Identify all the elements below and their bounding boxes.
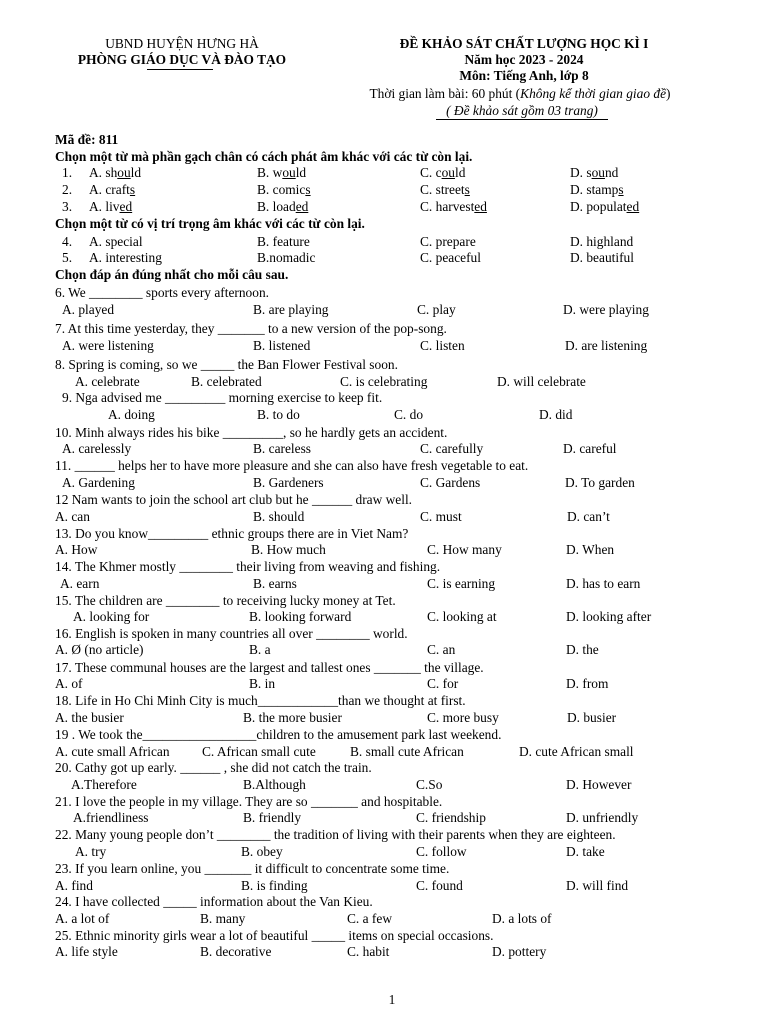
answer-option: C. a few [347,911,392,926]
question-stem: 11. ______ helps her to have more pleasure and she can also have fresh vegetable to eat. [55,458,529,473]
answer-option: A. try [75,844,107,859]
question-stem: 18. Life in Ho Chi Minh City is much____________than we thought at first. [55,693,466,708]
answer-option: D. highland [570,234,634,249]
option-text: A. sh [89,165,118,180]
question-stem: 12 Nam wants to join the school art club but he ______ draw well. [55,492,413,507]
answer-option: C. African small cute [202,744,316,759]
underlined-part: s [305,182,311,197]
department-name: PHÒNG GIÁO DỤC VÀ ĐÀO TẠO [77,52,287,67]
answer-option: A. a lot of [55,911,110,926]
answer-option: C. looking at [427,609,497,624]
pages-note: ( Đề khảo sát gồm 03 trang) [446,103,598,118]
answer-option: C. How many [427,542,502,557]
answer-option: C. for [427,676,459,691]
option-text-end: ld [295,165,307,180]
answer-option: D. When [566,542,615,557]
answer-option: B. decorative [200,944,272,959]
answer-option: D. busier [567,710,617,725]
answer-option: D. beautiful [570,250,634,265]
time-allowed [370,87,671,100]
answer-option: C. is earning [427,576,496,591]
question-stem: 20. Cathy got up early. ______ , she did not catch the train. [55,760,372,775]
answer-option: D. will find [566,878,629,893]
answer-option [257,166,306,179]
answer-option: C. carefully [420,441,484,456]
answer-option: C. follow [416,844,467,859]
question-number: 3. [62,199,73,214]
answer-option: C. an [427,642,456,657]
answer-option: A. the busier [55,710,124,725]
answer-option: A. earn [60,576,100,591]
answer-option: B. friendly [243,810,302,825]
time-prefix: Thời gian làm bài: 60 phút ( [369,86,521,101]
answer-option: B. to do [257,407,300,422]
answer-option: C. prepare [420,234,476,249]
question-stem: 9. Nga advised me _________ morning exercise to keep fit. [62,390,383,405]
answer-option: B. in [249,676,276,691]
answer-option: A. How [55,542,98,557]
question-number: 4. [62,234,73,249]
answer-option: B. careless [253,441,312,456]
answer-option: B. obey [241,844,283,859]
answer-option: C. habit [347,944,390,959]
underlined-part: ou [591,165,605,180]
question-stem: 15. The children are ________ to receiving lucky money at Tet. [55,593,396,608]
question-stem: 21. I love the people in my village. They are so _______ and hospitable. [55,794,443,809]
answer-option: D. will celebrate [497,374,586,389]
answer-option: D. pottery [492,944,547,959]
underlined-part: s [129,182,136,197]
answer-option [89,166,141,179]
answer-option: A. Gardening [62,475,135,490]
answer-option: D. unfriendly [566,810,639,825]
answer-option: C. friendship [416,810,486,825]
option-text: D. stamp [570,182,619,197]
option-text: A. craft [89,182,130,197]
answer-option: B.Although [243,777,306,792]
answer-option: B. small cute African [350,744,464,759]
answer-option [420,200,487,213]
header-left-rule [147,69,213,70]
answer-option: D. the [566,642,599,657]
answer-option: C. peaceful [420,250,481,265]
answer-option [420,183,470,196]
answer-option: A. cute small African [55,744,170,759]
answer-option: B. earns [253,576,297,591]
option-text: B. w [257,165,283,180]
answer-option: D. are listening [565,338,648,353]
answer-option [570,183,624,196]
answer-option: C. play [417,302,456,317]
answer-option [89,200,132,213]
answer-option: C. Gardens [420,475,481,490]
exam-code: Mã đề: 811 [55,132,119,147]
answer-option: A. carelessly [62,441,132,456]
answer-option: D. To garden [565,475,635,490]
question-stem: 19 . We took the_________________children to the amusement park last weekend. [55,727,502,742]
answer-option: B. the more busier [243,710,342,725]
answer-option: B. How much [251,542,326,557]
option-text: C. harvest [420,199,475,214]
answer-option: B. listened [253,338,311,353]
underlined-part: ou [117,165,131,180]
answer-option: A.Therefore [71,777,137,792]
answer-option: B. is finding [241,878,308,893]
answer-option: A.friendliness [73,810,149,825]
option-text: C. c [420,165,442,180]
answer-option: A. doing [108,407,155,422]
answer-option: A. can [55,509,90,524]
answer-option: C. listen [420,338,465,353]
answer-option: C. do [394,407,424,422]
question-stem: 16. English is spoken in many countries all over ________ world. [55,626,408,641]
underlined-part: ed [474,199,487,214]
answer-option [420,166,465,179]
answer-option: C.So [416,777,443,792]
option-text-end: ld [454,165,466,180]
answer-option: B. should [253,509,305,524]
answer-option: B. looking forward [249,609,352,624]
page-number: 1 [388,992,396,1007]
answer-option: D. has to earn [566,576,641,591]
answer-option: D. careful [563,441,617,456]
answer-option: D. take [566,844,605,859]
answer-option: A. were listening [62,338,154,353]
option-text: A. liv [89,199,120,214]
question-number: 5. [62,250,73,265]
answer-option: D. from [566,676,609,691]
answer-option: A. interesting [89,250,162,265]
question-stem: 17. These communal houses are the largest and tallest ones _______ the village. [55,660,484,675]
answer-option: D. did [539,407,573,422]
answer-option: C. found [416,878,463,893]
section1-title: Chọn một từ mà phần gạch chân có cách phát âm khác với các từ còn lại. [55,149,473,164]
answer-option: C. must [420,509,462,524]
answer-option: B. are playing [253,302,329,317]
question-stem: 24. I have collected _____ information about the Van Kieu. [55,894,373,909]
answer-option: B.nomadic [257,250,316,265]
answer-option: A. Ø (no article) [55,642,144,657]
answer-option [570,166,618,179]
answer-option: B. many [200,911,246,926]
answer-option: A. of [55,676,83,691]
answer-option: A. celebrate [75,374,140,389]
question-stem: 6. We ________ sports every afternoon. [55,285,269,300]
option-text: B. comic [257,182,306,197]
answer-option: B. celebrated [191,374,262,389]
underlined-part: ed [626,199,640,214]
answer-option: A. looking for [73,609,150,624]
answer-option: D. a lots of [492,911,552,926]
underlined-part: s [464,182,470,197]
time-suffix: ) [666,86,671,101]
answer-option: C. more busy [427,710,499,725]
underlined-part: ou [282,165,296,180]
section2-title: Chọn một từ có vị trí trọng âm khác với các từ còn lại. [55,216,365,231]
underlined-part: s [618,182,624,197]
answer-option: A. life style [55,944,118,959]
district-name: UBND HUYỆN HƯNG HÀ [105,36,259,51]
subject: Môn: Tiếng Anh, lớp 8 [459,68,589,83]
option-text: C. street [420,182,465,197]
answer-option [89,183,135,196]
header-right-rule [436,119,608,120]
question-stem: 25. Ethnic minority girls wear a lot of beautiful _____ items on special occasions. [55,928,494,943]
answer-option: B. Gardeners [253,475,324,490]
answer-option: B. feature [257,234,310,249]
answer-option [257,200,308,213]
option-text-end: ld [130,165,142,180]
answer-option: A. special [89,234,143,249]
option-text-end: nd [604,165,619,180]
answer-option [570,200,639,213]
question-stem: 13. Do you know_________ ethnic groups there are in Viet Nam? [55,526,409,541]
option-text: D. populat [570,199,627,214]
answer-option: D. However [566,777,632,792]
underlined-part: ed [119,199,133,214]
question-stem: 23. If you learn online, you _______ it difficult to concentrate some time. [55,861,450,876]
answer-option: D. can’t [567,509,610,524]
school-year: Năm học 2023 - 2024 [464,52,584,67]
question-stem: 8. Spring is coming, so we _____ the Ban Flower Festival soon. [55,357,398,372]
answer-option: D. looking after [566,609,652,624]
answer-option: D. cute African small [519,744,634,759]
question-stem: 7. At this time yesterday, they _______ to a new version of the pop-song. [55,321,447,336]
answer-option: D. were playing [563,302,649,317]
option-text: B. load [257,199,296,214]
underlined-part: ed [295,199,309,214]
question-stem: 10. Minh always rides his bike _________, so he hardly gets an accident. [55,425,448,440]
answer-option: A. find [55,878,93,893]
answer-option: B. a [249,642,271,657]
answer-option: A. played [62,302,115,317]
option-text: D. s [570,165,592,180]
question-stem: 14. The Khmer mostly ________ their living from weaving and fishing. [55,559,441,574]
section3-title: Chọn đáp án đúng nhất cho mỗi câu sau. [55,267,289,282]
answer-option: C. is celebrating [340,374,428,389]
answer-option [257,183,311,196]
time-note: Không kể thời gian giao đề [520,86,667,101]
question-number: 2. [62,182,73,197]
question-number: 1. [62,165,73,180]
exam-title: ĐỀ KHẢO SÁT CHẤT LƯỢNG HỌC KÌ I [399,36,649,51]
underlined-part: ou [441,165,455,180]
question-stem: 22. Many young people don’t ________ the tradition of living with their parents when they are eighteen. [55,827,616,842]
